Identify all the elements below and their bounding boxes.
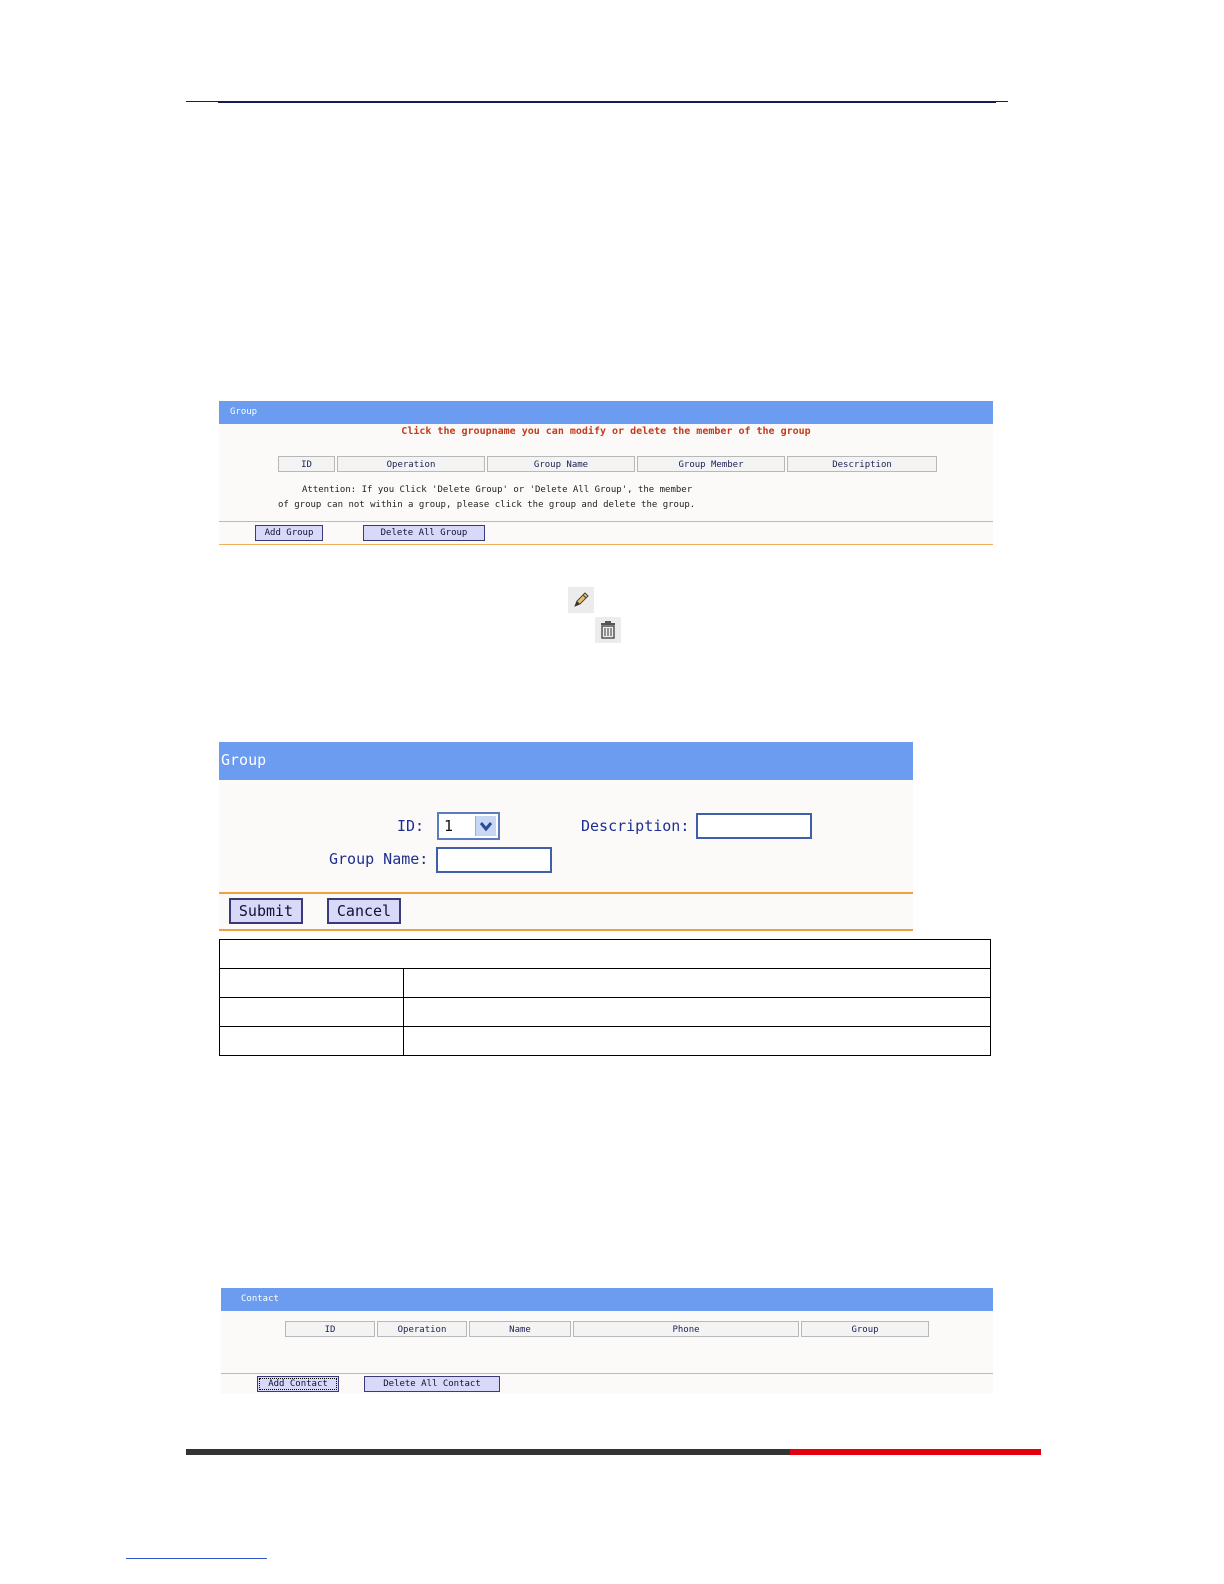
column-header-group-name: Group Name: [487, 456, 635, 472]
id-select[interactable]: [437, 812, 500, 840]
table-cell: [404, 1027, 991, 1056]
table-cell: [220, 940, 991, 969]
delete-all-group-button[interactable]: Delete All Group: [363, 525, 485, 541]
table-row: [220, 1027, 991, 1056]
group-name-label: Group Name:: [329, 850, 429, 868]
column-header-phone: Phone: [573, 1321, 799, 1337]
delete-all-contact-button[interactable]: Delete All Contact: [364, 1376, 500, 1392]
attention-note: [278, 483, 695, 513]
group-form-title: Group: [219, 742, 913, 780]
footer-link-underline: [126, 1558, 267, 1559]
submit-button[interactable]: Submit: [229, 898, 303, 924]
column-header-id: ID: [285, 1321, 375, 1337]
table-row: [220, 940, 991, 969]
panel-separator: [221, 1373, 993, 1374]
group-table-header: [278, 456, 939, 472]
panel-separator: [219, 544, 993, 545]
header-rule: [186, 101, 218, 102]
group-list-message: Click the groupname you can modify or delete the member of the group: [401, 426, 811, 437]
attention-line: Attention: If you Click 'Delete Group' or 'Delete All Group', the member: [302, 485, 693, 495]
panel-separator: [219, 521, 993, 522]
contact-list-panel: [221, 1288, 993, 1394]
column-header-id: ID: [278, 456, 335, 472]
column-header-operation: Operation: [377, 1321, 467, 1337]
group-list-title: Group: [219, 401, 993, 424]
table-row: [220, 998, 991, 1027]
column-header-group-member: Group Member: [637, 456, 785, 472]
column-header-group: Group: [801, 1321, 929, 1337]
table-row: [220, 969, 991, 998]
table-cell: [404, 969, 991, 998]
column-header-description: Description: [787, 456, 937, 472]
panel-separator: [219, 929, 913, 931]
pencil-icon: [568, 587, 594, 613]
footer-bar: [186, 1449, 790, 1455]
trash-icon: [595, 617, 621, 643]
group-form-panel: [219, 742, 913, 932]
header-rule: [996, 101, 1008, 102]
table-cell: [220, 998, 404, 1027]
add-group-button[interactable]: Add Group: [255, 525, 323, 541]
table-cell: [220, 969, 404, 998]
cancel-button[interactable]: Cancel: [327, 898, 401, 924]
table-cell: [220, 1027, 404, 1056]
field-description-table: [219, 939, 991, 1056]
group-name-input[interactable]: [436, 847, 552, 873]
add-contact-button[interactable]: Add Contact: [257, 1376, 339, 1392]
attention-line: of group can not within a group, please click the group and delete the group.: [278, 500, 696, 510]
chevron-down-icon[interactable]: [475, 816, 496, 836]
column-header-operation: Operation: [337, 456, 485, 472]
contact-list-title: Contact: [221, 1288, 993, 1311]
description-input[interactable]: [696, 813, 812, 839]
panel-separator: [219, 892, 913, 894]
group-list-panel: [219, 401, 993, 545]
id-select-value: 1: [444, 817, 454, 835]
id-label: ID:: [397, 817, 425, 835]
contact-table-header: [285, 1321, 931, 1337]
description-label: Description:: [581, 817, 690, 835]
table-cell: [404, 998, 991, 1027]
column-header-name: Name: [469, 1321, 571, 1337]
header-rule: [218, 101, 996, 103]
footer-accent-bar: [790, 1449, 1041, 1455]
